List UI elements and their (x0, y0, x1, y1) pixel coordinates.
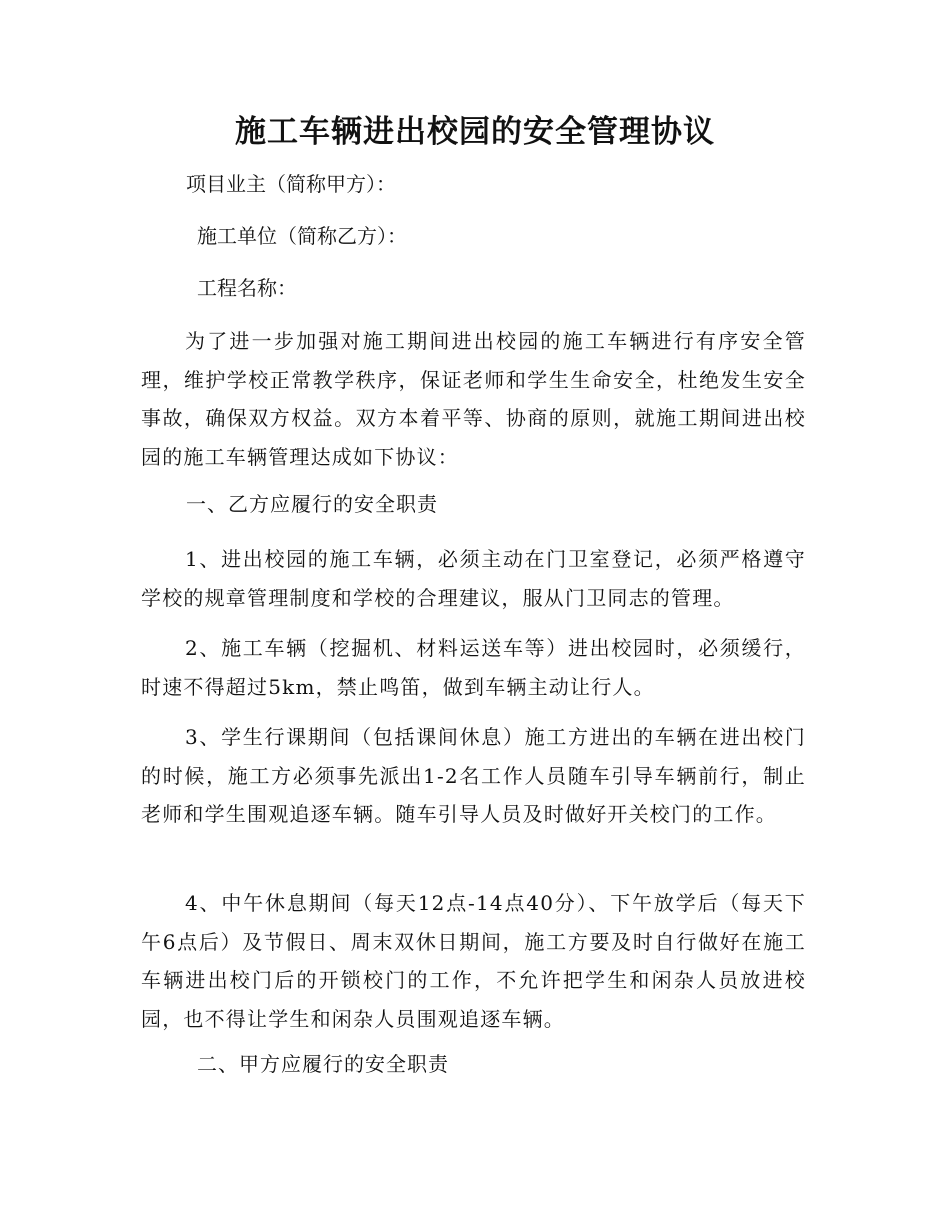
section-2-heading: 二、甲方应履行的安全职责 (197, 1052, 449, 1076)
section-1-heading: 一、乙方应履行的安全职责 (186, 492, 438, 516)
clause-3: 3、学生行课期间（包括课间休息）施工方进出的车辆在进出校门的时候，施工方必须事先派出1-2名工作人员随车引导车辆前行，制止老师和学生围观追逐车辆。随车引导人员及时做好开关校门的工作。 (141, 725, 806, 826)
clause-4: 4、中午休息期间（每天12点-14点40分）、下午放学后（每天下午6点后）及节假日、周末双休日期间，施工方要及时自行做好在施工车辆进出校门后的开锁校门的工作，不允许把学生和闲杂人员放进校园，也不得让学生和闲杂人员围观追逐车辆。 (141, 891, 806, 1031)
party-b-field: 施工单位（简称乙方）： (197, 224, 407, 248)
clause-2: 2、施工车辆（挖掘机、材料运送车等）进出校园时，必须缓行，时速不得超过5km，禁止鸣笛，做到车辆主动让行人。 (141, 636, 806, 699)
intro-paragraph: 为了进一步加强对施工期间进出校园的施工车辆进行有序安全管理，维护学校正常教学秩序，保证老师和学生生命安全，杜绝发生安全事故，确保双方权益。双方本着平等、协商的原则，就施工期间进出校园的施工车辆管理达成如下协议： (141, 329, 806, 469)
document-title: 施工车辆进出校园的安全管理协议 (235, 114, 715, 150)
project-name-field: 工程名称： (197, 276, 297, 300)
party-a-field: 项目业主（简称甲方）： (186, 172, 396, 196)
clause-1: 1、进出校园的施工车辆，必须主动在门卫室登记，必须严格遵守学校的规章管理制度和学校的合理建议，服从门卫同志的管理。 (141, 547, 806, 610)
